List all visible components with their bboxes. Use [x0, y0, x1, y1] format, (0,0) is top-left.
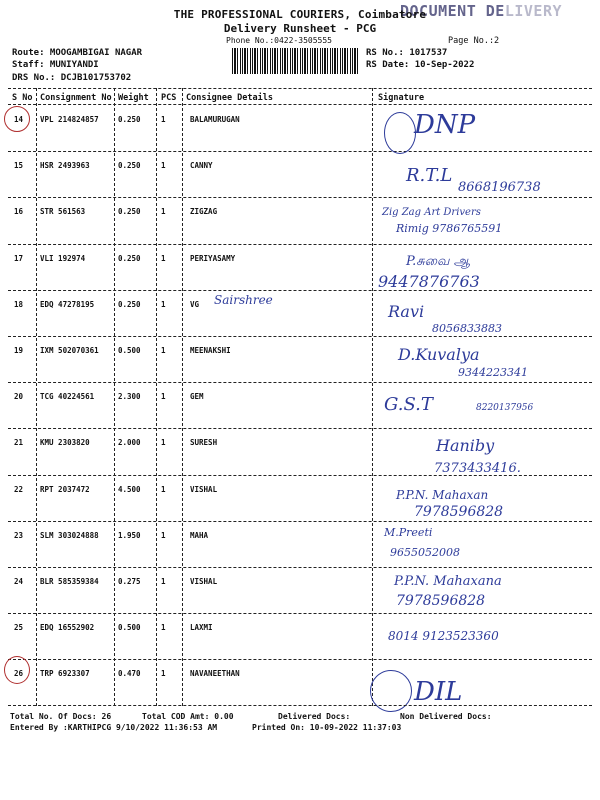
row-sno: 24 [14, 577, 24, 586]
row-weight: 0.470 [118, 669, 141, 679]
col-weight: Weight [118, 93, 149, 103]
row-consignee: VG [190, 299, 200, 309]
row-signature: P.P.N. Mahaxan [396, 488, 489, 502]
col-pcs: PCS [161, 93, 177, 103]
col-consignment: Consignment No [40, 93, 112, 103]
row-consignee: CANNY [190, 161, 213, 171]
document-delivery-stamp: DOCUMENT DELIVERY [400, 2, 563, 20]
row-consignee: MAHA [190, 530, 209, 540]
header-top-rule [8, 88, 592, 89]
row-sno: 21 [14, 438, 24, 448]
signature-circle [384, 112, 416, 154]
row-consignment: VLI 192974 [40, 253, 86, 263]
row-consignee: BALAMURUGAN [190, 115, 240, 124]
row-sno: 17 [14, 253, 24, 263]
row-weight: 0.500 [118, 623, 141, 633]
row-weight: 0.250 [118, 253, 141, 263]
row-consignee: MEENAKSHI [190, 346, 231, 355]
row-pcs: 1 [161, 530, 166, 540]
row-pcs: 1 [161, 161, 166, 171]
page-number: Page No.:2 [448, 36, 500, 46]
row-consignment: HSR 2493963 [40, 161, 90, 171]
row-consignment: BLR 585359384 [40, 577, 99, 586]
row-consignment: VPL 214824857 [40, 115, 99, 124]
row-weight: 0.250 [118, 161, 141, 171]
row-consignee: VISHAL [190, 577, 218, 586]
row-signature: M.Preeti [384, 526, 433, 539]
row-consignee: SURESH [190, 438, 218, 448]
row-divider [8, 567, 592, 568]
row-consignment: IXM 502070361 [40, 346, 99, 355]
non-delivered-docs: Non Delivered Docs: [400, 712, 492, 721]
row-pcs: 1 [161, 438, 166, 448]
row-pcs: 1 [161, 669, 166, 679]
row-weight: 2.000 [118, 438, 141, 448]
row-pcs: 1 [161, 484, 166, 494]
col-signature: Signature [378, 93, 425, 103]
row-weight: 0.500 [118, 346, 141, 355]
row-signature-phone: 7373433416. [434, 461, 521, 476]
row-signature: Haniby [436, 436, 495, 455]
row-pcs: 1 [161, 577, 166, 586]
footer-rule [8, 705, 592, 706]
row-signature: G.S.T [384, 394, 433, 415]
printed-on: Printed On: 10-09-2022 11:37:03 [252, 723, 402, 732]
row-divider [8, 428, 592, 429]
row-consignment: RPT 2037472 [40, 484, 90, 494]
row-divider [8, 151, 592, 152]
route-label: Route: MOOGAMBIGAI NAGAR [12, 48, 143, 58]
row-signature-phone: 9447876763 [378, 272, 480, 291]
row-divider [8, 475, 592, 476]
col-sno: S No [12, 93, 33, 103]
row-consignment: STR 561563 [40, 207, 86, 217]
row-consignment: EDQ 16552902 [40, 623, 95, 633]
row-handwritten-note: Sairshree [214, 292, 273, 307]
row-sno: 25 [14, 623, 24, 633]
row-consignment: TRP 6923307 [40, 669, 90, 679]
row-consignee: PERIYASAMY [190, 253, 236, 263]
row-signature: Zig Zag Art Drivers [382, 207, 481, 218]
row-divider [8, 290, 592, 291]
row-divider [8, 613, 592, 614]
barcode [232, 48, 358, 74]
row-signature: DNP [414, 110, 476, 140]
row-weight: 2.300 [118, 392, 141, 402]
staff-label: Staff: MUNIYANDI [12, 60, 99, 70]
company-title: THE PROFESSIONAL COURIERS, Coimbatore [173, 8, 427, 21]
row-pcs: 1 [161, 623, 166, 633]
row-signature: P.P.N. Mahaxana [394, 574, 502, 589]
row-consignee: ZIGZAG [190, 207, 218, 217]
row-signature: P.சுவை ஆ [406, 254, 471, 269]
row-signature-phone: 7978596828 [414, 504, 504, 520]
row-signature-phone: 9344223341 [458, 366, 528, 379]
phone-number: Phone No.:0422-3505555 [226, 36, 332, 45]
row-consignment: TCG 40224561 [40, 392, 95, 402]
row-consignment: SLM 303024888 [40, 530, 99, 540]
row-pcs: 1 [161, 346, 166, 355]
row-signature-phone: 9655052008 [390, 546, 460, 559]
drs-number: DRS No.: DCJB101753702 [12, 73, 132, 83]
circle-mark [4, 656, 30, 684]
row-sno: 14 [14, 115, 24, 124]
row-divider [8, 659, 592, 660]
row-signature: R.T.L [406, 165, 453, 186]
row-signature-phone: Rimig 9786765591 [396, 222, 503, 235]
row-consignment: EDQ 47278195 [40, 299, 95, 309]
row-pcs: 1 [161, 115, 166, 124]
row-weight: 1.950 [118, 530, 141, 540]
row-signature: D.Kuvalya [398, 345, 480, 364]
row-divider [8, 197, 592, 198]
row-consignee: VISHAL [190, 484, 218, 494]
row-signature-phone: 8220137956 [476, 403, 534, 413]
row-weight: 0.250 [118, 207, 141, 217]
row-sno: 18 [14, 299, 24, 309]
row-divider [8, 336, 592, 337]
runsheet-title: Delivery Runsheet - PCG [223, 22, 377, 35]
entered-by: Entered By :KARTHIPCG 9/10/2022 11:36:53 AM [10, 723, 218, 732]
delivered-docs: Delivered Docs: [278, 712, 351, 721]
row-weight: 0.275 [118, 577, 141, 586]
row-pcs: 1 [161, 207, 166, 217]
row-signature: 8014 9123523360 [388, 629, 499, 643]
total-docs: Total No. Of Docs: 26 [10, 712, 112, 721]
row-consignment: KMU 2303820 [40, 438, 90, 448]
row-sno: 26 [14, 669, 24, 679]
row-sno: 22 [14, 484, 24, 494]
row-divider [8, 521, 592, 522]
row-signature: Ravi [388, 302, 425, 321]
row-sno: 19 [14, 346, 24, 355]
rs-number: RS No.: 1017537 [366, 48, 448, 58]
row-weight: 0.250 [118, 299, 141, 309]
row-pcs: 1 [161, 253, 166, 263]
row-consignee: NAVANEETHAN [190, 669, 240, 679]
row-pcs: 1 [161, 392, 166, 402]
row-sno: 16 [14, 207, 24, 217]
row-signature-phone: 7978596828 [396, 593, 486, 609]
row-consignee: LAXMI [190, 623, 213, 633]
row-sno: 23 [14, 530, 24, 540]
col-consignee: Consignee Details [186, 93, 273, 103]
total-cod: Total COD Amt: 0.00 [142, 712, 234, 721]
row-signature-phone: 8056833883 [432, 322, 502, 335]
row-divider [8, 382, 592, 383]
row-signature: DIL [414, 677, 463, 707]
row-sno: 15 [14, 161, 24, 171]
row-weight: 4.500 [118, 484, 141, 494]
row-signature-phone: 8668196738 [458, 180, 541, 195]
row-sno: 20 [14, 392, 24, 402]
header-bottom-rule [8, 104, 592, 105]
row-consignee: GEM [190, 392, 204, 402]
row-pcs: 1 [161, 299, 166, 309]
row-weight: 0.250 [118, 115, 141, 124]
circle-mark [4, 106, 30, 132]
rs-date: RS Date: 10-Sep-2022 [366, 60, 475, 70]
row-divider [8, 244, 592, 245]
